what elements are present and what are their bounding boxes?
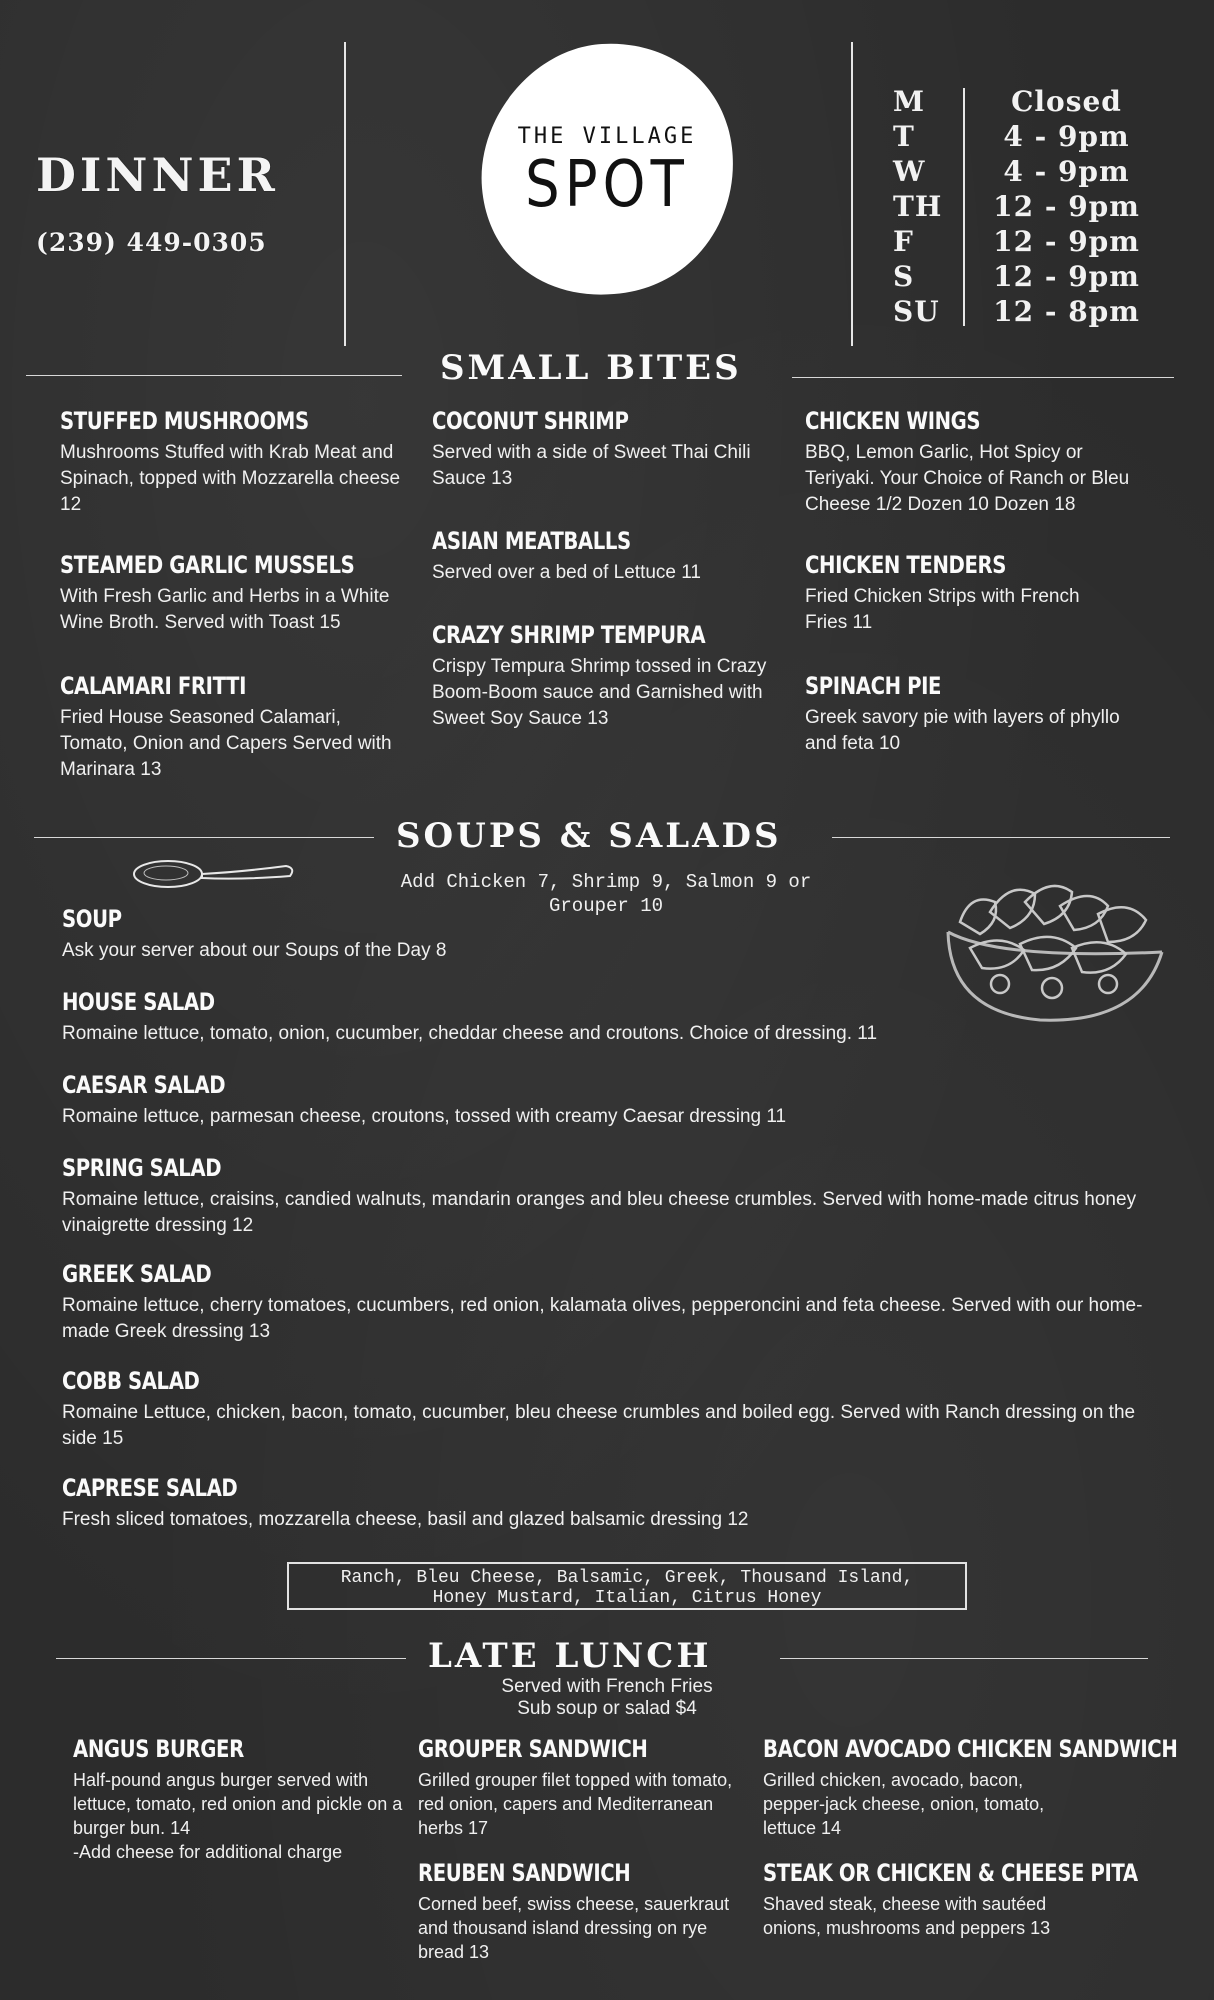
item-name: REUBEN SANDWICH <box>418 1859 631 1887</box>
item-name: CHICKEN WINGS <box>805 407 981 435</box>
item-name: BACON AVOCADO CHICKEN SANDWICH <box>763 1735 1178 1763</box>
item-name: GROUPER SANDWICH <box>418 1735 648 1763</box>
item-desc: BBQ, Lemon Garlic, Hot Spicy or Teriyaki. Your Choice of Ranch or Bleu Cheese 1/2 Dozen 10 Dozen 18 <box>805 442 1130 515</box>
menu-item <box>763 1858 1138 1940</box>
menu-item <box>805 671 1150 757</box>
hours-time: 4 - 9pm <box>1003 120 1130 153</box>
item-name: COCONUT SHRIMP <box>432 407 629 435</box>
section-rule <box>26 375 402 376</box>
item-name: SPRING SALAD <box>62 1154 222 1182</box>
menu-item <box>62 1153 1152 1239</box>
item-desc: Fried House Seasoned Calamari, Tomato, Onion and Capers Served with Marinara 13 <box>60 707 392 780</box>
section-rule <box>832 837 1170 838</box>
item-desc: Ask your server about our Soups of the Day 8 <box>62 940 447 961</box>
menu-item <box>805 406 1150 518</box>
header-divider-left <box>344 42 346 346</box>
menu-item <box>62 1259 1152 1345</box>
item-name: GREEK SALAD <box>62 1260 212 1288</box>
dressings-box <box>287 1562 967 1610</box>
hours-day: S <box>893 260 915 293</box>
hours-row <box>893 224 1165 259</box>
hours-row <box>893 84 1165 119</box>
item-name: SPINACH PIE <box>805 672 942 700</box>
menu-item <box>62 1473 1152 1533</box>
hours-row <box>893 259 1165 294</box>
header-divider-right <box>851 42 853 346</box>
menu-item <box>432 526 782 586</box>
item-desc: Grilled grouper filet topped with tomato, red onion, capers and Mediterranean herbs 17 <box>418 1770 733 1838</box>
dressings-line: Ranch, Bleu Cheese, Balsamic, Greek, Thousand Island, <box>340 1568 914 1588</box>
menu-item <box>432 620 782 732</box>
item-note: -Add cheese for additional charge <box>73 1842 343 1862</box>
item-name: HOUSE SALAD <box>62 988 215 1016</box>
item-desc: Corned beef, swiss cheese, sauerkraut and thousand island dressing on rye bread 13 <box>418 1894 730 1962</box>
item-name: STUFFED MUSHROOMS <box>60 407 309 435</box>
section-rule <box>792 377 1174 378</box>
item-desc: Grilled chicken, avocado, bacon, pepper-jack cheese, onion, tomato, lettuce 14 <box>763 1770 1045 1838</box>
hours-divider <box>963 88 965 326</box>
menu-item <box>62 1366 1152 1452</box>
section-title-small-bites: SMALL BITES <box>440 348 742 388</box>
hours-time: 12 - 9pm <box>993 260 1140 293</box>
hours-time: 12 - 8pm <box>993 295 1140 328</box>
menu-item <box>60 406 410 518</box>
item-desc: Romaine lettuce, cherry tomatoes, cucumbers, red onion, kalamata olives, pepperoncini and feta cheese. Served with our home-made Greek dressing 13 <box>62 1295 1143 1342</box>
menu-item <box>763 1734 1178 1840</box>
menu-item <box>62 1070 1152 1130</box>
menu-item <box>432 406 782 492</box>
menu-item <box>73 1734 413 1864</box>
item-name: COBB SALAD <box>62 1367 200 1395</box>
section-title-late-lunch: LATE LUNCH <box>428 1636 712 1676</box>
hours-day: SU <box>893 295 940 328</box>
item-desc: Crispy Tempura Shrimp tossed in Crazy Boom-Boom sauce and Garnished with Sweet Soy Sauce 13 <box>432 656 767 729</box>
item-desc: Romaine lettuce, tomato, onion, cucumber, cheddar cheese and croutons. Choice of dressing. 11 <box>62 1023 878 1044</box>
hours-day: M <box>893 85 925 118</box>
hours-time: 12 - 9pm <box>993 190 1140 223</box>
section-rule <box>56 1658 406 1659</box>
menu-item <box>60 550 410 636</box>
hours-row <box>893 294 1165 329</box>
item-name: ANGUS BURGER <box>73 1735 244 1763</box>
item-desc: Romaine lettuce, craisins, candied walnuts, mandarin oranges and bleu cheese crumbles. Served with home-made citrus honey vinaigrette dressing 12 <box>62 1189 1137 1236</box>
late-lunch-subtitle: Served with French Fries <box>501 1676 713 1697</box>
phone-number: (239) 449-0305 <box>36 228 267 257</box>
item-name: STEAK OR CHICKEN & CHEESE PITA <box>763 1859 1138 1887</box>
dressings-line: Honey Mustard, Italian, Citrus Honey <box>432 1588 822 1608</box>
menu-item <box>62 987 1152 1047</box>
hours-row <box>893 189 1165 224</box>
addon-text: Add Chicken 7, Shrimp 9, Salmon 9 or Grouper 10 <box>400 871 812 917</box>
logo-main-text: SPOT <box>525 148 689 222</box>
item-desc: Fresh sliced tomatoes, mozzarella cheese, basil and glazed balsamic dressing 12 <box>62 1509 749 1530</box>
item-name: CHICKEN TENDERS <box>805 551 1006 579</box>
late-lunch-subtitle: Sub soup or salad $4 <box>517 1698 697 1719</box>
hours-day: T <box>893 120 915 153</box>
item-desc: Romaine Lettuce, chicken, bacon, tomato, cucumber, bleu cheese crumbles and boiled egg. Served with Ranch dressing on the side 15 <box>62 1402 1136 1449</box>
hours-day: TH <box>893 190 943 223</box>
item-desc: Romaine lettuce, parmesan cheese, croutons, tossed with creamy Caesar dressing 11 <box>62 1106 787 1127</box>
hours-time: 12 - 9pm <box>993 225 1140 258</box>
item-desc: Greek savory pie with layers of phyllo and feta 10 <box>805 707 1120 754</box>
menu-item <box>805 550 1125 636</box>
hours-time: Closed <box>1011 85 1122 118</box>
menu-item <box>62 904 862 964</box>
spoon-icon <box>130 854 296 894</box>
item-name: CAESAR SALAD <box>62 1071 226 1099</box>
logo-top-text: THE VILLAGE <box>517 124 697 149</box>
item-desc: Served with a side of Sweet Thai Chili Sauce 13 <box>432 442 751 489</box>
item-name: CRAZY SHRIMP TEMPURA <box>432 621 706 649</box>
item-name: SOUP <box>62 905 122 933</box>
item-desc: Fried Chicken Strips with French Fries 11 <box>805 586 1080 633</box>
hours-time: 4 - 9pm <box>1003 155 1130 188</box>
menu-item <box>418 1734 748 1840</box>
hours-table <box>893 84 1165 329</box>
item-name: ASIAN MEATBALLS <box>432 527 631 555</box>
meal-title: DINNER <box>36 148 279 202</box>
item-desc: With Fresh Garlic and Herbs in a White Wine Broth. Served with Toast 15 <box>60 586 390 633</box>
section-rule <box>34 837 374 838</box>
hours-day: W <box>893 155 926 188</box>
item-desc: Half-pound angus burger served with lettuce, tomato, red onion and pickle on a burger bun. 14 <box>73 1770 403 1838</box>
section-title-soups-salads: SOUPS & SALADS <box>396 816 782 856</box>
hours-row <box>893 119 1165 154</box>
menu-item <box>60 671 410 783</box>
item-desc: Served over a bed of Lettuce 11 <box>432 562 701 583</box>
item-desc: Shaved steak, cheese with sautéed onions, mushrooms and peppers 13 <box>763 1894 1051 1938</box>
menu-item <box>418 1858 748 1964</box>
hours-row <box>893 154 1165 189</box>
hours-day: F <box>893 225 914 258</box>
item-name: STEAMED GARLIC MUSSELS <box>60 551 355 579</box>
section-rule <box>780 1658 1148 1659</box>
item-desc: Mushrooms Stuffed with Krab Meat and Spinach, topped with Mozzarella cheese 12 <box>60 442 401 515</box>
item-name: CALAMARI FRITTI <box>60 672 246 700</box>
logo <box>474 38 740 300</box>
item-name: CAPRESE SALAD <box>62 1474 238 1502</box>
